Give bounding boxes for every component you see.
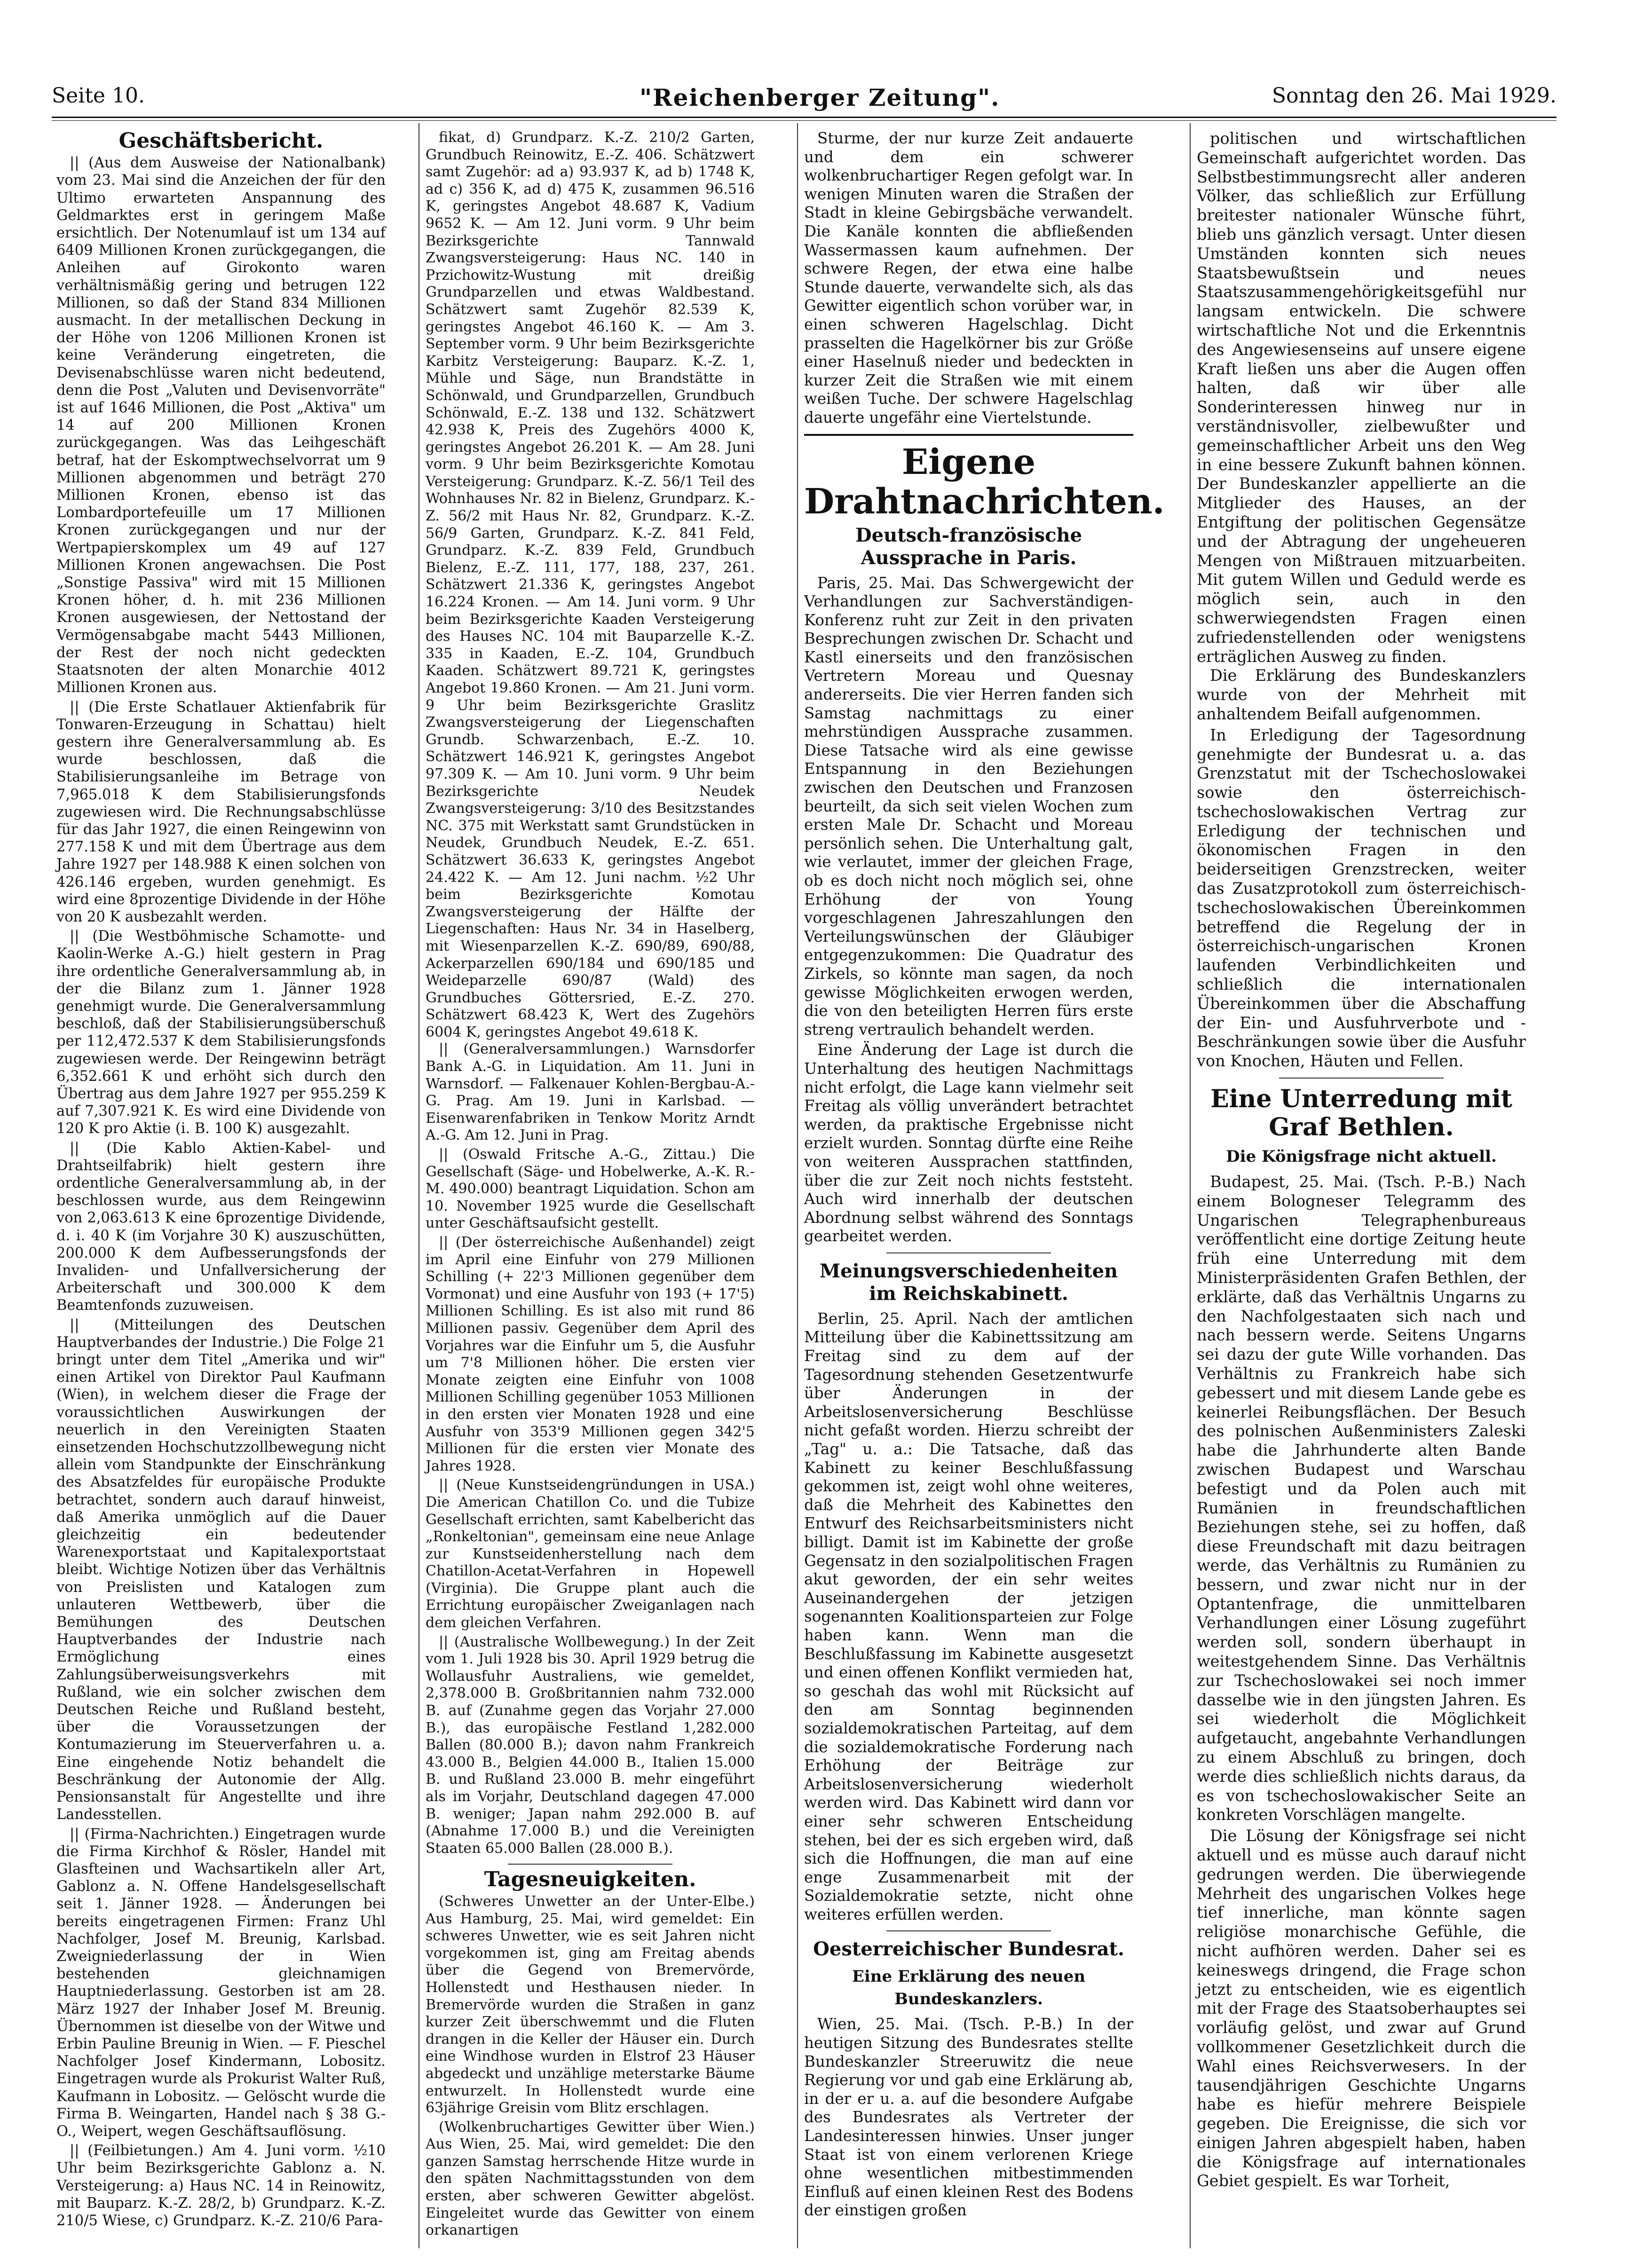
- article-paragraph: fikat, d) Grundparz. K.-Z. 210/2 Garten, Grundbuch Reinowitz, E.-Z. 406. Schätzwert samt Zugehör: ad a) 93.937 K, ad b) 1748 K, ad c) 356 K, ad d) 475 K, zusammen 96.516 K, geringstes Angebot 48.687 K, Vadium 9652 K. — Am 12. Juni vorm. 9 Uhr beim Bezirksgerichte Tannwald Zwangsversteigerung: Haus NC. 140 in Przichowitz-Wustung mit dreißig Grundparzellen und etwas Waldbestand. Schätzwert samt Zugehör 82.539 K, geringstes Angebot 46.160 K. — Am 3. September vorm. 9 Uhr beim Bezirksgerichte Karbitz Versteigerung: Bauparz. K.-Z. 1, Mühle und Säge, nun Brandstätte in Schönwald, und Grundparzellen, Grundbuch Schönwald, E.-Z. 138 und 132. Schätzwert 42.938 K, Preis des Zugehörs 4000 K, geringstes Angebot 26.201 K. — Am 28. Juni vorm. 9 Uhr beim Bezirksgerichte Komotau Versteigerung: Grundparz. K.-Z. 56/1 Teil des Wohnhauses Nr. 82 in Bielenz, Grundparz. K.-Z. 56/2 mit Haus Nr. 82, Grundparz. K.-Z. 56/9 Garten, Grundparz. K.-Z. 841 Feld, Grundparz. K.-Z. 839 Feld, Grundbuch Bielenz, E.-Z. 111, 177, 188, 237, 261. Schätzwert 21.336 K, geringstes Angebot 16.224 Kronen. — Am 14. Juni vorm. 9 Uhr beim Bezirksgerichte Kaaden Versteigerung des Hauses NC. 104 mit Bauparzelle K.-Z. 335 in Kaaden, E.-Z. 104, Grundbuch Kaaden. Schätzwert 89.721 K, geringstes Angebot 19.860 Kronen. — Am 21. Juni vorm. 9 Uhr beim Bezirksgerichte Graslitz Zwangsversteigerung der Liegenschaften Grundb. Schwarzenbach, E.-Z. 10. Schätzwert 146.921 K, geringstes Angebot 97.309 K. — Am 10. Juni vorm. 9 Uhr beim Bezirksgerichte Neudek Zwangsversteigerung: 3/10 des Besitzstandes NC. 375 mit Werkstatt samt Grundstücken in Neudek, Grundbuch Neudek, E.-Z. 651. Schätzwert 36.633 K, geringstes Angebot 24.422 K. — Am 12. Juni nachm. ½2 Uhr beim Bezirksgerichte Komotau Zwangsversteigerung der Hälfte der Liegenschaften: Haus Nr. 34 in Haselberg, mit Wiesenparzellen K.-Z. 690/89, 690/88, Ackerparzellen 690/184 und 690/185 und Weideparzelle 690/87 (Wald) des Grundbuches Göttersried, E.-Z. 270. Schätzwert 68.423 K, Wert des Zugehörs 6004 K, geringstes Angebot 49.618 K.: [426, 129, 755, 1040]
- article-paragraph: Sturme, der nur kurze Zeit andauerte und dem ein schwerer wolkenbruchartiger Regen gefolgt war. In wenigen Minuten waren die Straßen der Stadt in kleine Gebirgsbäche verwandelt. Die Kanäle konnten die abfließenden Wassermassen kaum aufnehmen. Der schwere Regen, der etwa eine halbe Stunde dauerte, verwandelte sich, als das Gewitter eigentlich schon vorüber war, in einen schweren Hagelschlag. Dicht prasselten die Hagelkörner bis zur Größe einer Haselnuß nieder und bedeckten in kurzer Zeit die Straßen wie mit einem weißen Tuche. Der schwere Hagelschlag dauerte ungefähr eine Viertelstunde.: [804, 129, 1133, 426]
- section-divider: [886, 1252, 1051, 1253]
- page-number: Seite 10.: [52, 84, 145, 108]
- article-paragraph: politischen und wirtschaftlichen Gemeinschaft aufgerichtet worden. Das Selbstbestimmungsrecht aller anderen Völker, das schließlich zur Erfüllung breitester nationaler Wünsche führt, blieb uns gänzlich versagt. Unter diesen Umständen konnten sich neues Staatsbewußtsein und neues Staatszusammengehörigkeitsgefühl nur langsam entwickeln. Die schwere wirtschaftliche Not und die Erkenntnis des Angewiesenseins auf unsere eigene Kraft ließen uns aber die Augen offen halten, daß wir über alle Sonderinteressen hinweg nur in verständnisvoller, zielbewußter und gemeinschaftlicher Arbeit uns den Weg in eine bessere Zukunft bahnen können. Der Bundeskanzler appellierte an die Mitglieder des Hauses, an der Entgiftung der politischen Gegensätze und der Abtragung der ungeheueren Mengen von Mißtrauen mitzuarbeiten. Mit gutem Willen und Geduld werde es möglich sein, auch in den schwerwiegendsten Fragen einen zufriedenstellenden oder wenigstens erträglichen Ausweg zu finden.: [1197, 129, 1526, 666]
- article-paragraph: (Wolkenbruchartiges Gewitter über Wien.) Aus Wien, 25. Mai, wird gemeldet: Die den ganzen Samstag herrschende Hitze wurde in den späten Nachmittagsstunden von dem ersten, aber schweren Gewitter abgelöst. Eingeleitet wurde das Gewitter von einem orkanartigen: [426, 2118, 755, 2239]
- article-paragraph: || (Die Kablo Aktien-Kabel- und Drahtseilfabrik) hielt gestern ihre ordentliche Generalversammlung ab, in der beschlossen wurde, aus dem Reingewinn von 2,063.613 K eine 6prozentige Dividende, d. i. 40 K (im Vorjahre 30 K) auszuschütten, 200.000 K dem Aufbesserungsfonds der Invaliden- und Unfallversicherung der Arbeiterschaft und 300.000 K dem Beamtenfonds zuzuweisen.: [56, 1140, 386, 1314]
- article-paragraph: || (Neue Kunstseidengründungen in USA.) Die American Chatillon Co. und die Tubize Gesellschaft errichten, samt Kabelbericht das „Ronkeltonian", gemeinsam eine neue Anlage zur Kunstseidenherstellung nach dem Chatillon-Acetat-Verfahren in Hopewell (Virginia). Die Gruppe plant auch die Errichtung europäischer Zweiganlagen nach dem gleichen Verfahren.: [426, 1477, 755, 1631]
- column-2: [426, 129, 755, 2241]
- section-divider: [1279, 1078, 1444, 1079]
- article-paragraph: || (Mitteilungen des Deutschen Hauptverbandes der Industrie.) Die Folge 21 bringt unter dem Titel „Amerika und wir" einen Artikel von Direktor Paul Kaufmann (Wien), in welchem dieser die Frage der voraussichtlichen Auswirkungen der neuerlich in den Vereinigten Staaten einsetzenden Hochschutzzollbewegung nicht allein vom Standpunkte der Einschränkung des Absatzfeldes für europäische Produkte betrachtet, sondern auch darauf hinweist, daß Amerika unmöglich auf die Dauer gleichzeitig ein bedeutender Warenexportstaat und Kapitalexportstaat bleibt. Wichtige Notizen über das Verhältnis von Preislisten und Katalogen zum unlauteren Wettbewerb, über die Bemühungen des Deutschen Hauptverbandes der Industrie nach Ermöglichung eines Zahlungsüberweisungsverkehrs mit Rußland, wie ein solcher zwischen dem Deutschen Reiche und Rußland besteht, über die Voraussetzungen der Kontumazierung im Steuerverfahren u. a. Eine eingehende Notiz behandelt die Beschränkung der Autonomie der Allg. Pensionsanstalt für Angestellte und ihre Landesstellen.: [56, 1316, 386, 1823]
- article-headline: Oesterreichischer Bundesrat.: [813, 1938, 1124, 1961]
- section-title: Eigene Drahtnachrichten.: [804, 441, 1165, 522]
- article-paragraph: Die Lösung der Königsfrage sei nicht aktuell und es müsse auch darauf nicht gedrungen werden. Die überwiegende Mehrheit des ungarischen Volkes hege tief innerliche, man könnte sagen religiöse monarchische Gefühle, die nicht aufhören werden. Daher sei es keineswegs dringend, die Frage schon jetzt zu entscheiden, wie es eigentlich mit der Frage des Staatsoberhauptes sei vorläufig gelöst, und zwar auf Grund vollkommener Gesetzlichkeit durch die Wahl eines Reichsverwesers. In der tausendjährigen Geschichte Ungarns habe es hiefür mehrere Beispiele gegeben. Die Ereignisse, die sich vor einigen Jahren abgespielt haben, haben die Königsfrage auf internationales Gebiet gespielt. Es war Torheit,: [1197, 1827, 1526, 2190]
- article-subheadline: Die Königsfrage nicht aktuell.: [1226, 1147, 1497, 1166]
- article-paragraph: || (Oswald Fritsche A.-G., Zittau.) Die Gesellschaft (Säge- und Hobelwerke, A.-K. R.-M. 490.000) beantragt Liquidation. Schon am 10. November 1925 wurde die Gesellschaft unter Geschäftsaufsicht gestellt.: [426, 1146, 755, 1232]
- article-paragraph: Eine Änderung der Lage ist durch die Unterhaltung des heutigen Nachmittags nicht erfolgt, die Lage kann vielmehr seit Freitag als völlig unverändert betrachtet werden, da praktische Ergebnisse nicht erzielt wurden. Sonntag dürfte eine Reihe von weiteren Aussprachen stattfinden, über die zur Zeit noch nichts feststeht. Auch wird innerhalb der deutschen Abordnung selbst während des Sonntags gearbeitet werden.: [804, 1041, 1133, 1245]
- section-divider: [804, 434, 1133, 436]
- column-3: [804, 129, 1165, 2222]
- page-header: [52, 84, 1556, 117]
- section-title: Tagesneuigkeiten.: [484, 1867, 696, 1892]
- article-paragraph: In Erledigung der Tagesordnung genehmigte der Bundesrat u. a. das Grenzstatut mit der Tschechoslowakei sowie den österreichisch-tschechoslowakischen Vertrag zur Erledigung der technischen und ökonomischen Fragen in den beiderseitigen Grenzstrecken, weiter das Zusatzprotokoll zum österreichisch-tschechoslowakischen Übereinkommen betreffend die Regelung der in österreichisch-ungarischen Kronen laufenden Verbindlichkeiten und schließlich die internationalen Übereinkommen über die Abschaffung der Ein- und Ausfuhrverbote und -Beschränkungen sowie über die Ausfuhr von Knochen, Häuten und Fellen.: [1197, 725, 1526, 1071]
- section-divider: [508, 1864, 672, 1865]
- section-title: Geschäftsbericht.: [118, 129, 324, 153]
- article-headline: Eine Unterredung mit Graf Bethlen.: [1210, 1085, 1512, 1142]
- issue-date: Sonntag den 26. Mai 1929.: [1272, 84, 1556, 108]
- article-paragraph: || (Aus dem Ausweise der Nationalbank) vom 23. Mai sind die Anzeichen der für den Ultimo erwarteten Anspannung des Geldmarktes erst in geringem Maße ersichtlich. Der Notenumlauf ist um 134 auf 6409 Millionen Kronen zurückgegangen, die Anleihen auf Girokonto waren verhältnismäßig gering und betrugen 122 Millionen, so daß der Stand 834 Millionen ausmacht. In der metallischen Deckung in der Höhe von 1206 Millionen Kronen ist keine Veränderung eingetreten, die Devisenabschlüsse waren nicht bedeutend, denn die Post „Valuten und Devisenvorräte" ist auf 1646 Millionen, die Post „Aktiva" um 14 auf 200 Millionen Kronen zurückgegangen. Was das Leihgeschäft betraf, hat der Eskomptwechselvorrat um 9 Millionen abgenommen und beträgt 270 Millionen Kronen, ebenso ist das Lombardportefeuille um 17 Millionen Kronen zurückgegangen und nur der Wertpapierskomplex um 49 auf 127 Millionen Kronen angewachsen. Die Post „Sonstige Passiva" wird mit 15 Millionen Kronen höher, d. h. mit 236 Millionen Kronen ausgewiesen, der Nettostand der Vermögensabgabe macht 5443 Millionen, der Rest der noch nicht gedeckten Staatsnoten der alten Monarchie 4012 Millionen Kronen aus.: [56, 155, 386, 696]
- article-paragraph: || (Der österreichische Außenhandel) zeigt im April eine Einfuhr von 279 Millionen Schilling (+ 22'3 Millionen gegenüber dem Vormonat) und eine Ausfuhr von 193 (+ 17'5) Millionen Schilling. Es ist also mit rund 86 Millionen passiv. Gegenüber dem April des Vorjahres war die Einfuhr um 5, die Ausfuhr um 7'8 Millionen höher. Die ersten vier Monate zeigten eine Einfuhr von 1008 Millionen Schilling gegenüber 1053 Millionen in den ersten vier Monaten 1928 und eine Ausfuhr von 353'9 Millionen gegen 342'5 Millionen für die ersten vier Monate des Jahres 1928.: [426, 1234, 755, 1474]
- article-paragraph: Budapest, 25. Mai. (Tsch. P.-B.) Nach einem Bologneser Telegramm des Ungarischen Telegraphenbureaus veröffentlicht eine dortige Zeitung heute früh eine Unterredung mit dem Ministerpräsidenten Grafen Bethlen, der erklärte, daß das Verhältnis Ungarns zu den Nachfolgestaaten sich nach und nach bessern werde. Seitens Ungarns sei dazu der gute Wille vorhanden. Das Verhältnis zu Frankreich habe sich gebessert und mit diesem Lande gebe es keinerlei Reibungsflächen. Der Besuch des polnischen Außenministers Zaleski habe die Jahrhunderte alten Bande zwischen Budapest und Warschau befestigt und da Polen auch mit Rumänien in freundschaftlichen Beziehungen stehe, sei zu hoffen, daß diese Freundschaft mit dazu beitragen werde, das Verhältnis zu Rumänien zu bessern, und zwar nicht nur in der Optantenfrage, die unmittelbaren Verhandlungen einer Lösung zugeführt werden soll, sondern überhaupt in weitestgehendem Sinne. Das Verhältnis zur Tschechoslowakei sei noch immer dasselbe wie in den jüngsten Jahren. Es sei wiederholt die Möglichkeit aufgetaucht, angebahnte Verhandlungen zu einem Abschluß zu bringen, doch werde dies schließlich nichts daraus, da es von tschechoslowakischer Seite an konkreten Vorschlägen mangelte.: [1197, 1173, 1526, 1824]
- article-paragraph: Wien, 25. Mai. (Tsch. P.-B.) In der heutigen Sitzung des Bundesrates stellte Bundeskanzler Streeruwitz die neue Regierung vor und gab eine Erklärung ab, in der er u. a. auf die besondere Aufgabe des Bundesrates als Vertreter der Landesinteressen hinwies. Unser junger Staat ist von einem verlorenen Kriege ohne wesentlichen mitbestimmenden Einfluß auf einen kleinen Rest des Bodens der einstigen großen: [804, 2015, 1133, 2220]
- article-paragraph: || (Feilbietungen.) Am 4. Juni vorm. ½10 Uhr beim Bezirksgerichte Gablonz a. N. Versteigerung: a) Haus NC. 14 in Reinowitz, mit Bauparz. K.-Z. 28/2, b) Grundparz. K.-Z. 210/5 Wiese, c) Grundparz. K.-Z. 210/6 Para-: [56, 2142, 386, 2229]
- article-paragraph: Die Erklärung des Bundeskanzlers wurde von der Mehrheit mit anhaltendem Beifall aufgenommen.: [1197, 666, 1526, 723]
- column-1: [56, 129, 386, 2231]
- column-divider: [797, 123, 798, 2248]
- article-paragraph: Paris, 25. Mai. Das Schwergewicht der Verhandlungen zur Sachverständigen-Konferenz ruht zur Zeit in den privaten Besprechungen zwischen Dr. Schacht und Kastl einerseits und den französischen Vertretern Moreau und Quesnay andererseits. Die vier Herren fanden sich Samstag nachmittags zu einer mehrstündigen Aussprache zusammen. Diese Tatsache wird als eine gewisse Entspannung in den Beziehungen zwischen den Deutschen und Franzosen beurteilt, da sich seit vielen Wochen zum ersten Male Dr. Schacht und Moreau persönlich sehen. Die Unterhaltung galt, wie verlautet, immer der gleichen Frage, ob es doch nicht noch möglich sei, ohne Erhöhung der von Young vorgeschlagenen Jahreszahlungen den Verteilungswünschen der Gläubiger entgegenzukommen: Die Quadratur des Zirkels, so könnte man sagen, da noch gewisse Möglichkeiten erwogen werden, die von den beteiligten Herren fürs erste streng vertraulich behandelt werden.: [804, 574, 1133, 1039]
- header-rule-thin: [52, 120, 1556, 121]
- newspaper-name: "Reichenberger Zeitung".: [640, 84, 1000, 111]
- article-headline: Meinungsverschiedenheiten im Reichskabinett.: [819, 1260, 1118, 1305]
- column-4: [1197, 129, 1526, 2193]
- article-headline: Deutsch-französische Aussprache in Paris.: [855, 524, 1082, 569]
- article-paragraph: (Schweres Unwetter an der Unter-Elbe.) Aus Hamburg, 25. Mai, wird gemeldet: Ein schweres Unwetter, wie es seit Jahren nicht vorgekommen ist, ging am Freitag abends über die Gegend von Bremervörde, Hollenstedt und Hesthausen nieder. In Bremervörde wurden die Straßen in ganz kurzer Zeit überschwemmt und die Fluten drangen in die Keller der Häuser ein. Durch eine Windhose wurden in Elstrof 23 Häuser abgedeckt und unzählige meterstarke Bäume entwurzelt. In Hollenstedt wurde eine 63jährige Greisin vom Blitz erschlagen.: [426, 1893, 755, 2117]
- article-paragraph: || (Die Westböhmische Schamotte- und Kaolin-Werke A.-G.) hielt gestern in Prag ihre ordentliche Generalversammlung ab, in der die Bilanz zum 1. Jänner 1928 genehmigt wurde. Die Generalversammlung beschloß, daß der Stabilisierungsüberschuß per 112,472.537 K dem Stabilisierungsfonds zugewiesen werde. Der Reingewinn beträgt 6,352.661 K und erhöht sich durch den Übertrag aus dem Jahre 1927 per 955.259 K auf 7,307.921 K. Es wird eine Dividende von 120 K pro Aktie (i. B. 100 K) ausgezahlt.: [56, 928, 386, 1137]
- article-paragraph: || (Generalversammlungen.) Warnsdorfer Bank A.-G. in Liquidation. Am 11. Juni in Warnsdorf. — Falkenauer Kohlen-Bergbau-A.-G. Prag. Am 19. Juni in Karlsbad. — Eisenwarenfabriken in Tenkow Moritz Arndt A.-G. Am 12. Juni in Prag.: [426, 1041, 755, 1144]
- section-divider: [886, 1930, 1051, 1931]
- article-paragraph: Berlin, 25. April. Nach der amtlichen Mitteilung über die Kabinettssitzung am Freitag sind zu dem auf der Tagesordnung stehenden Gesetzentwurfe über Änderungen in der Arbeitslosenversicherung Beschlüsse nicht gefaßt worden. Hierzu schreibt der „Tag" u. a.: Die Tatsache, daß das Kabinett zu keiner Beschlußfassung gekommen ist, zeigt wohl ohne weiteres, daß die Mehrheit des Kabinettes den Entwurf des Reichsarbeitsministers nicht billigt. Damit ist im Kabinette der große Gegensatz in den sozialpolitischen Fragen akut geworden, der ein sehr weites Auseinandergehen der jetzigen sogenannten Koalitionsparteien zur Folge haben kann. Wenn man die Beschlußfassung im Kabinette ausgesetzt und einen offenen Konflikt vermieden hat, so geschah das wohl mit Rücksicht auf den am Sonntag beginnenden sozialdemokratischen Parteitag, auf dem die sozialdemokratische Forderung nach Erhöhung der Beiträge zur Arbeitslosenversicherung wiederholt werden wird. Das Kabinett wird dann vor einer sehr schweren Entscheidung stehen, bei der es sich ergeben wird, daß sich die Hoffnungen, die man auf eine enge Zusammenarbeit mit der Sozialdemokratie setzte, nicht ohne weiteres erfüllen werden.: [804, 1309, 1133, 1923]
- article-paragraph: || (Australische Wollbewegung.) In der Zeit vom 1. Juli 1928 bis 30. April 1929 betrug die Wollausfuhr Australiens, wie gemeldet, 2,378.000 B. Großbritannien nahm 732.000 B. auf (Zunahme gegen das Vorjahr 27.000 B.), das europäische Festland 1,282.000 Ballen (80.000 B.); davon nahm Frankreich 43.000 B., Belgien 44.000 B., Italien 15.000 B. und Rußland 23.000 B. mehr eingeführt als im Vorjahr, Deutschland dagegen 47.000 B. weniger; Japan nahm 292.000 B. auf (Abnahme 17.000 B.) und die Vereinigten Staaten 65.000 Ballen (28.000 B.).: [426, 1633, 755, 1857]
- article-subheadline: Eine Erklärung des neuen Bundeskanzlers.: [852, 1967, 1086, 2009]
- article-paragraph: || (Firma-Nachrichten.) Eingetragen wurde die Firma Kirchhof & Rösler, Handel mit Glasfteinen und Wachsartikeln aller Art, Gablonz a. N. Offene Handelsgesellschaft seit 1. Jänner 1928. — Änderungen bei bereits eingetragenen Firmen: Franz Uhl Nachfolger, Josef M. Breunig, Karlsbad. Zweigniederlassung der in Wien bestehenden gleichnamigen Hauptniederlassung. Gestorben ist am 28. März 1927 der Inhaber Josef M. Breunig. Übernommen ist dieselbe von der Witwe und Erbin Pauline Breunig in Wien. — F. Pieschel Nachfolger Josef Kindermann, Lobositz. Eingetragen wurde als Prokurist Walter Ruß, Kaufmann in Lobositz. — Gelöscht wurde die Firma B. Weingarten, Handel nach § 38 G.-O., Weipert, wegen Geschäftsauflösung.: [56, 1826, 386, 2140]
- column-divider: [1190, 123, 1191, 2248]
- header-rule: [52, 117, 1556, 118]
- article-paragraph: || (Die Erste Schatlauer Aktienfabrik für Tonwaren-Erzeugung in Schattau) hielt gestern ihre Generalversammlung ab. Es wurde beschlossen, daß die Stabilisierungsanleihe im Betrage von 7,965.018 K dem Stabilisierungsfonds zugewiesen wird. Die Rechnungsabschlüsse für das Jahr 1927, die einen Reingewinn von 277.158 K und mit dem Übertrage aus dem Jahre 1927 per 148.988 K einen solchen von 426.146 ergeben, wurden genehmigt. Es wird eine 8prozentige Dividende in der Höhe von 20 K ausbezahlt werden.: [56, 699, 386, 925]
